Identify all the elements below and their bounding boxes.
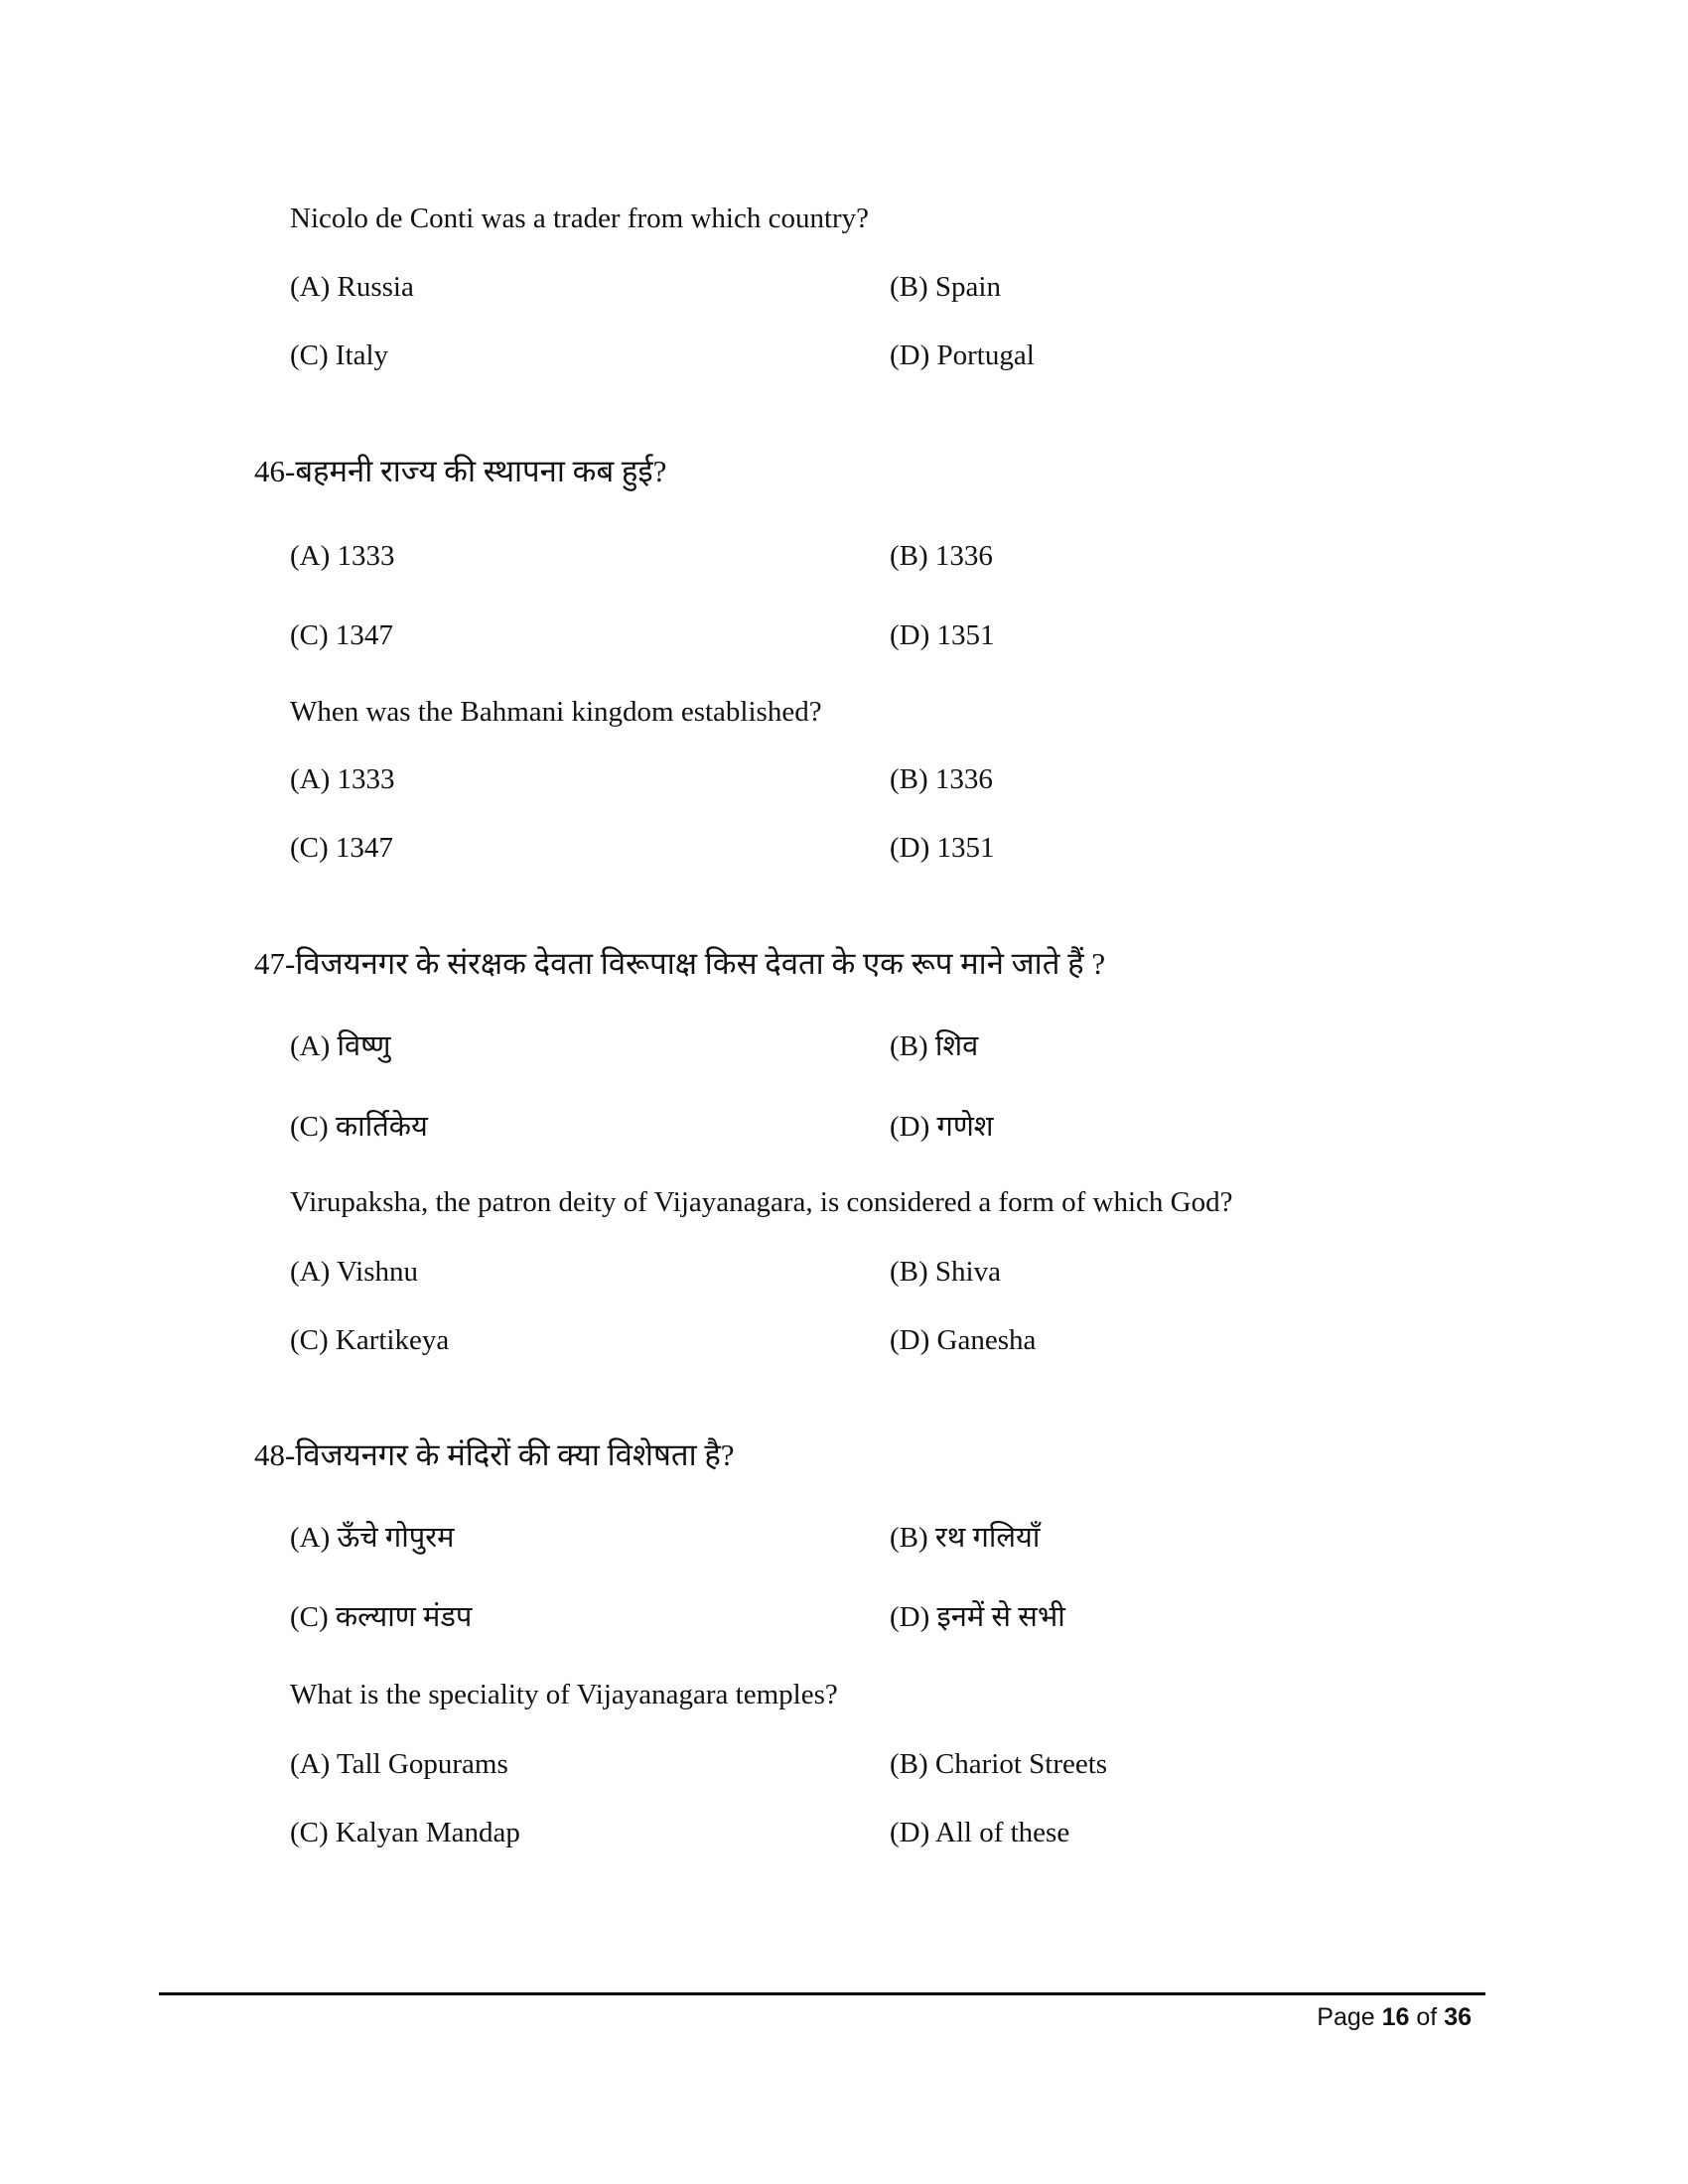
question-number: 47- <box>254 946 296 981</box>
option-b: (B) 1336 <box>890 540 993 572</box>
question-number: 48- <box>254 1437 296 1472</box>
of-label: of <box>1416 2003 1438 2031</box>
option-c: (C) कार्तिकेय <box>290 1111 428 1143</box>
question-48-hindi <box>254 1437 735 1473</box>
option-a: (A) 1333 <box>290 540 395 572</box>
option-b: (B) Shiva <box>890 1256 1001 1288</box>
option-a: (A) विष्णु <box>290 1030 391 1062</box>
option-b: (B) Spain <box>890 271 1001 303</box>
option-b: (B) रथ गलियाँ <box>890 1522 1041 1554</box>
option-c: (C) Kartikeya <box>290 1324 450 1356</box>
option-a: (A) 1333 <box>290 763 395 795</box>
option-a: (A) Tall Gopurams <box>290 1748 508 1780</box>
total-pages: 36 <box>1444 2003 1472 2031</box>
option-b: (B) 1336 <box>890 763 993 795</box>
current-page: 16 <box>1381 2003 1410 2031</box>
option-b: (B) Chariot Streets <box>890 1748 1108 1780</box>
option-b: (B) शिव <box>890 1030 979 1062</box>
question-48-english: What is the speciality of Vijayanagara temples? <box>290 1679 838 1710</box>
question-text: विजयनगर के मंदिरों की क्या विशेषता है? <box>295 1437 735 1472</box>
question-45-english: Nicolo de Conti was a trader from which country? <box>290 203 870 234</box>
option-d: (D) Portugal <box>890 340 1035 371</box>
option-d: (D) इनमें से सभी <box>890 1601 1065 1633</box>
question-number: 46- <box>254 454 296 488</box>
question-46-hindi <box>254 454 666 489</box>
option-d: (D) All of these <box>890 1817 1070 1848</box>
option-d: (D) 1351 <box>890 832 995 864</box>
option-c: (C) Italy <box>290 340 389 371</box>
question-46-english: When was the Bahmani kingdom established? <box>290 696 822 728</box>
option-d: (D) 1351 <box>890 619 995 651</box>
option-d: (D) Ganesha <box>890 1324 1037 1356</box>
option-a: (A) ऊँचे गोपुरम <box>290 1522 455 1554</box>
option-c: (C) कल्याण मंडप <box>290 1601 473 1633</box>
question-47-hindi <box>254 946 1105 982</box>
footer-divider <box>159 1992 1485 1995</box>
option-c: (C) 1347 <box>290 832 393 864</box>
page-label: Page <box>1317 2003 1375 2031</box>
option-c: (C) Kalyan Mandap <box>290 1817 520 1848</box>
option-d: (D) गणेश <box>890 1111 994 1143</box>
question-text: बहमनी राज्य की स्थापना कब हुई? <box>295 454 667 488</box>
question-47-english: Virupaksha, the patron deity of Vijayanagara, is considered a form of which God? <box>290 1186 1233 1218</box>
option-c: (C) 1347 <box>290 619 393 651</box>
option-a: (A) Vishnu <box>290 1256 419 1288</box>
option-a: (A) Russia <box>290 271 414 303</box>
page-number <box>1317 2003 1472 2032</box>
question-text: विजयनगर के संरक्षक देवता विरूपाक्ष किस देवता के एक रूप माने जाते हैं ? <box>295 946 1106 981</box>
